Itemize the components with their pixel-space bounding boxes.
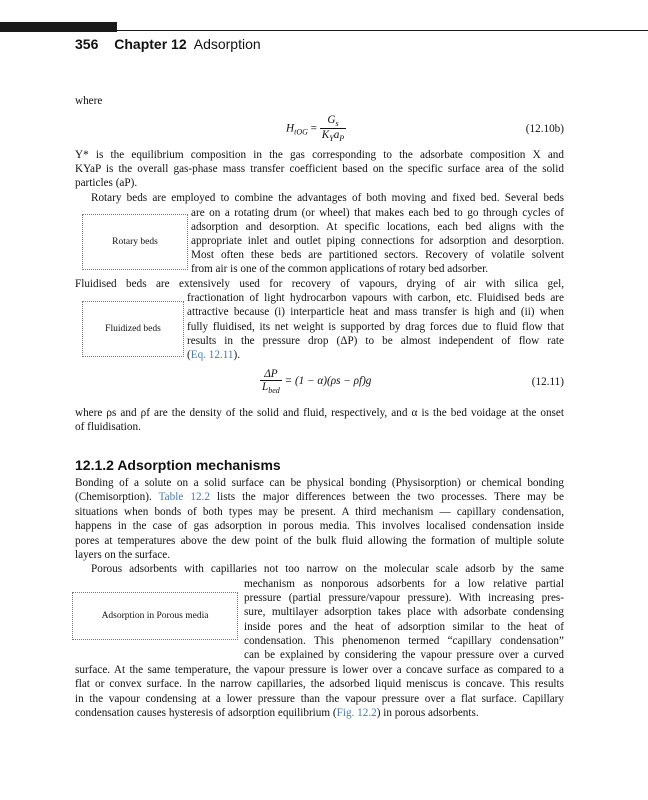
header-rule: [117, 30, 648, 31]
rotary-line: are on a rotating drum (or wheel) that makes each bed to go through cycles of: [191, 207, 564, 219]
section-title: Adsorption mechanisms: [117, 457, 281, 473]
section-number: 12.1.2: [75, 457, 114, 473]
paragraph-line: (Chemisorption). Table 12.2 lists the major differences between the two processes. There may be: [75, 491, 564, 503]
fluidised-line: fully fluidised, its net weight is supported by drag forces due to fluid flow that: [187, 321, 564, 333]
margin-note-label: Fluidized beds: [105, 324, 161, 334]
fluidised-last-line: (Eq. 12.11).: [187, 349, 241, 361]
porous-line: sure, multilayer adsorption takes place with adsorbate condensing: [244, 606, 564, 618]
paragraph-line: of fluidisation.: [75, 421, 141, 433]
paragraph-line: particles (aP).: [75, 177, 138, 189]
paragraph-line: situations when bonds of both types may be present. A third mechanism — capillary condensation,: [75, 506, 564, 518]
paragraph-line: Y* is the equilibrium composition in the gas corresponding to the adsorbate composition X and: [75, 149, 564, 161]
paragraph-line: layers on the surface.: [75, 549, 171, 561]
paragraph-last-line: condensation causes hysteresis of adsorption equilibrium (Fig. 12.2) in porous adsorbents.: [75, 707, 479, 719]
fluidised-line: attractive because (i) interparticle heat and mass transfer is high and (ii) when: [187, 306, 564, 318]
paragraph-line: pores at temperatures above the dew point of the bulk fluid allowing the formation of multiple solute: [75, 535, 564, 547]
rotary-line: from air is one of the common applications of rotary bed adsorber.: [191, 263, 489, 275]
equation-12-11: $\frac{\Delta P}{L_{bed}}$ = (1 − α)(ρs − ρf)g: [262, 368, 372, 396]
porous-line: condensation. This phenomenon termed “capillary condensation”: [244, 635, 564, 647]
figure-link[interactable]: Fig. 12.2: [336, 707, 377, 719]
section-heading: [75, 457, 281, 473]
paragraph-line: happens in the case of gas adsorption in porous media. This involves localised condensation inside: [75, 520, 564, 532]
porous-line: can be explained by considering the vapour pressure over a curved: [244, 649, 564, 661]
paragraph-line: where ρs and ρf are the density of the solid and fluid, respectively, and α is the bed voidage at the onset: [75, 407, 564, 419]
fluidised-line: results in the pressure drop (ΔP) to be almost independent of flow rate: [187, 335, 564, 347]
equation-number-12-11: (12.11): [531, 376, 564, 388]
paragraph-line: KYaP is the overall gas-phase mass transfer coefficient based on the specific surface area of the solid: [75, 163, 564, 175]
table-link[interactable]: Table 12.2: [158, 491, 210, 503]
margin-note-porous-media: [72, 592, 238, 640]
paragraph-line: surface. At the same temperature, the vapour pressure is lower over a concave surface as compared to a: [75, 664, 564, 676]
margin-note-fluidized-beds: [82, 301, 184, 357]
equation-12-10b: $H_{tOG}$ = $\frac{G_s}{K_Ya_P}$: [286, 114, 345, 144]
page-number: 356: [75, 36, 99, 52]
chapter-label: Chapter 12: [114, 36, 187, 52]
porous-line: pressure (partial pressure/vapour pressure). With increasing pres-: [244, 592, 564, 604]
rotary-line: adsorption and desorption. At specific locations, each bed aligns with the: [191, 221, 564, 233]
porous-first-line: Porous adsorbents with capillaries not too narrow on the molecular scale adsorb by the same: [91, 563, 564, 575]
chapter-title: Adsorption: [193, 36, 261, 52]
fluidised-first-line: Fluidised beds are extensively used for recovery of vapours, drying of air with silica gel,: [75, 278, 564, 290]
running-header: [75, 36, 261, 52]
margin-note-label: Adsorption in Porous media: [101, 611, 209, 621]
equation-number-12-10b: (12.10b): [525, 123, 564, 135]
margin-note-label: Rotary beds: [112, 237, 158, 247]
rotary-first-line: Rotary beds are employed to combine the advantages of both moving and fixed bed. Several beds: [91, 192, 564, 204]
rotary-line: appropriate inlet and outlet piping connections for adsorption and desorption.: [191, 235, 564, 247]
rotary-line: Most often these beds are partitioned sectors. Recovery of volatile solvent: [191, 249, 564, 261]
header-bar: [0, 22, 117, 32]
paragraph-line: in the vapour condensing at a lower pressure than the vapour pressure over a flat surface. Capillary: [75, 693, 564, 705]
porous-line: inside pores and the heat of adsorption similar to the heat of: [244, 621, 564, 633]
where-text: where: [75, 95, 103, 107]
fluidised-line: fractionation of light hydrocarbon vapours with carbon, etc. Fluidised beds are: [187, 292, 564, 304]
paragraph-line: flat or convex surface. In the narrow capillaries, the adsorbed liquid meniscus is concave. This results: [75, 678, 564, 690]
equation-link[interactable]: Eq. 12.11: [190, 349, 234, 361]
margin-note-rotary-beds: [82, 214, 188, 270]
porous-line: mechanism as nonporous adsorbents for a low relative partial: [244, 578, 564, 590]
paragraph-line: Bonding of a solute on a solid surface can be physical bonding (Physisorption) or chemical bonding: [75, 477, 564, 489]
